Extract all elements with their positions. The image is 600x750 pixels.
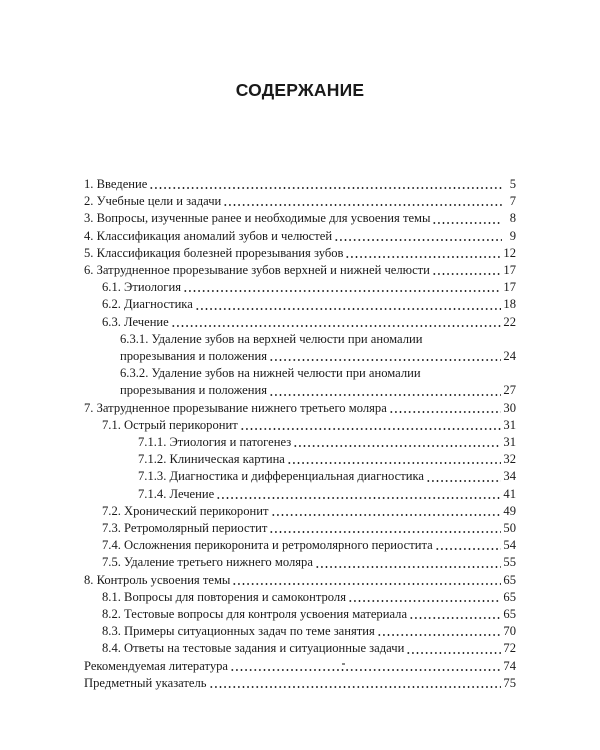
toc-dot-leader bbox=[269, 531, 501, 533]
toc-page-number: 74 bbox=[503, 658, 516, 673]
toc-entry bbox=[84, 400, 516, 417]
toc-entry bbox=[84, 331, 516, 348]
toc-page-number: 17 bbox=[503, 280, 516, 295]
toc-dot-leader bbox=[171, 325, 502, 327]
toc-entry bbox=[84, 623, 516, 640]
toc-dot-leader bbox=[315, 566, 501, 568]
toc-entry bbox=[84, 640, 516, 657]
toc-entry bbox=[84, 193, 516, 210]
toc-entry bbox=[84, 228, 516, 245]
toc-entry-title: прорезывания и положения bbox=[120, 349, 268, 364]
toc-entry-title: 7.4. Осложнения перикоронита и ретромолярного периостита bbox=[102, 538, 433, 553]
toc-entry bbox=[84, 262, 516, 279]
toc-entry bbox=[84, 210, 516, 227]
toc-entry bbox=[84, 176, 516, 193]
toc-entry-title: 7.5. Удаление третьего нижнего моляра bbox=[102, 555, 313, 570]
toc-page-number: 24 bbox=[503, 349, 516, 364]
toc-dot-leader bbox=[287, 462, 502, 464]
toc-entry-title: 7.1.1. Этиология и патогенез bbox=[138, 435, 292, 450]
toc-entry-title: 7.1.4. Лечение bbox=[138, 486, 215, 501]
toc-entry bbox=[84, 382, 516, 399]
toc-entry bbox=[84, 314, 516, 331]
toc-entry bbox=[84, 503, 516, 520]
toc-entry bbox=[84, 658, 516, 675]
toc-dot-leader bbox=[334, 239, 502, 241]
toc-dot-leader bbox=[183, 290, 501, 292]
toc-dot-leader bbox=[216, 497, 501, 499]
toc-entry-title: прорезывания и положения bbox=[120, 383, 268, 398]
toc-page-number: 70 bbox=[503, 624, 516, 639]
toc-dot-leader bbox=[269, 394, 501, 396]
toc-entry-title: 6.3.1. Удаление зубов на верхней челюсти при аномалии bbox=[120, 331, 423, 346]
toc-page-number: 55 bbox=[503, 555, 516, 570]
toc-page-number: 32 bbox=[503, 452, 516, 467]
toc-entry bbox=[84, 417, 516, 434]
toc-dot-leader bbox=[426, 480, 501, 482]
toc-entry bbox=[84, 296, 516, 313]
toc-entry bbox=[84, 554, 516, 571]
toc-dot-leader bbox=[230, 669, 501, 671]
toc-page-number: 7 bbox=[509, 194, 516, 209]
toc-page-number: 18 bbox=[503, 297, 516, 312]
toc-dot-leader bbox=[348, 600, 501, 602]
toc-entry bbox=[84, 537, 516, 554]
toc-page-number: 75 bbox=[503, 675, 516, 690]
toc-entry-title: 6. Затрудненное прорезывание зубов верхней и нижней челюсти bbox=[84, 263, 430, 278]
toc-dot-leader bbox=[149, 187, 502, 189]
toc-entry-title: 7. Затрудненное прорезывание нижнего третьего моляра bbox=[84, 400, 387, 415]
toc-entry bbox=[84, 245, 516, 262]
toc-entry bbox=[84, 606, 516, 623]
toc-dot-leader bbox=[240, 428, 502, 430]
toc-entry-title: 6.3. Лечение bbox=[102, 314, 169, 329]
toc-entry bbox=[84, 434, 516, 451]
toc-entry-title: 7.3. Ретромолярный периостит bbox=[102, 521, 268, 536]
toc-entry-title: 2. Учебные цели и задачи bbox=[84, 194, 222, 209]
toc-page-number: 8 bbox=[509, 211, 516, 226]
toc-page-number: 12 bbox=[503, 245, 516, 260]
toc-entry bbox=[84, 279, 516, 296]
toc-page-number: 31 bbox=[503, 435, 516, 450]
toc-page-number: 30 bbox=[503, 400, 516, 415]
toc-entry-title: 6.1. Этиология bbox=[102, 280, 182, 295]
page-title: СОДЕРЖАНИЕ bbox=[235, 80, 365, 100]
toc-dot-leader bbox=[345, 256, 501, 258]
toc-entry-title: 1. Введение bbox=[84, 177, 148, 191]
toc-entry bbox=[84, 572, 516, 589]
toc-entry-title: 7.1.2. Клиническая картина bbox=[138, 452, 285, 467]
toc-entry-title: 6.3.2. Удаление зубов на нижней челюсти при аномалии bbox=[120, 366, 421, 381]
toc-dot-leader bbox=[223, 204, 502, 206]
toc-entry-title: 5. Классификация болезней прорезывания зубов bbox=[84, 245, 344, 260]
page-speck bbox=[342, 663, 345, 665]
toc-page-number: 41 bbox=[503, 486, 516, 501]
toc-page-number: 54 bbox=[503, 538, 516, 553]
toc-entry bbox=[84, 365, 516, 382]
toc-entry-title: 7.1.3. Диагностика и дифференциальная диагностика bbox=[138, 469, 424, 484]
toc-page-number: 34 bbox=[503, 469, 516, 484]
toc-entry-title: 7.2. Хронический перикоронит bbox=[102, 503, 269, 518]
toc-entry-title: 8.2. Тестовые вопросы для контроля усвоения материала bbox=[102, 607, 408, 622]
toc-entry-title: Предметный указатель bbox=[84, 675, 207, 690]
toc-entry-title: 8.3. Примеры ситуационных задач по теме занятия bbox=[102, 624, 375, 639]
toc-dot-leader bbox=[293, 445, 501, 447]
toc-page-number: 31 bbox=[503, 417, 516, 432]
toc-entry bbox=[84, 348, 516, 365]
toc-dot-leader bbox=[435, 548, 502, 550]
toc-entry bbox=[84, 468, 516, 485]
toc-page-number: 27 bbox=[503, 383, 516, 398]
toc-page-number: 5 bbox=[509, 177, 516, 191]
toc-dot-leader bbox=[406, 652, 501, 654]
toc-entry-title: 8. Контроль усвоения темы bbox=[84, 572, 231, 587]
toc-entry-title: 4. Классификация аномалий зубов и челюстей bbox=[84, 228, 333, 243]
toc-dot-leader bbox=[432, 273, 501, 275]
toc-entry-title: 8.1. Вопросы для повторения и самоконтроля bbox=[102, 589, 346, 604]
toc-entry bbox=[84, 451, 516, 468]
toc-entry-title: 3. Вопросы, изученные ранее и необходимые для усвоения темы bbox=[84, 211, 431, 226]
toc-dot-leader bbox=[209, 686, 502, 688]
toc-dot-leader bbox=[232, 583, 501, 585]
toc-entry-title: Рекомендуемая литература bbox=[84, 658, 229, 673]
toc-entry bbox=[84, 486, 516, 503]
toc-dot-leader bbox=[195, 308, 502, 310]
toc-entry bbox=[84, 675, 516, 692]
toc-entry-title: 7.1. Острый перикоронит bbox=[102, 417, 238, 432]
toc-page-number: 65 bbox=[503, 607, 516, 622]
toc-dot-leader bbox=[389, 411, 502, 413]
toc-page-number: 22 bbox=[503, 314, 516, 329]
toc-page-number: 65 bbox=[503, 589, 516, 604]
toc-page-number: 49 bbox=[503, 503, 516, 518]
toc-page-number: 9 bbox=[509, 228, 516, 243]
table-of-contents bbox=[84, 176, 516, 692]
toc-entry bbox=[84, 520, 516, 537]
toc-page-number: 65 bbox=[503, 572, 516, 587]
toc-page-number: 50 bbox=[503, 521, 516, 536]
toc-entry bbox=[84, 589, 516, 606]
toc-page-number: 72 bbox=[503, 641, 516, 656]
toc-dot-leader bbox=[409, 617, 501, 619]
toc-dot-leader bbox=[269, 359, 501, 361]
toc-entry-title: 6.2. Диагностика bbox=[102, 297, 193, 312]
toc-page-number: 17 bbox=[503, 263, 516, 278]
toc-dot-leader bbox=[271, 514, 502, 516]
toc-dot-leader bbox=[377, 634, 502, 636]
toc-dot-leader bbox=[432, 222, 502, 224]
toc-entry-title: 8.4. Ответы на тестовые задания и ситуационные задачи bbox=[102, 641, 405, 656]
